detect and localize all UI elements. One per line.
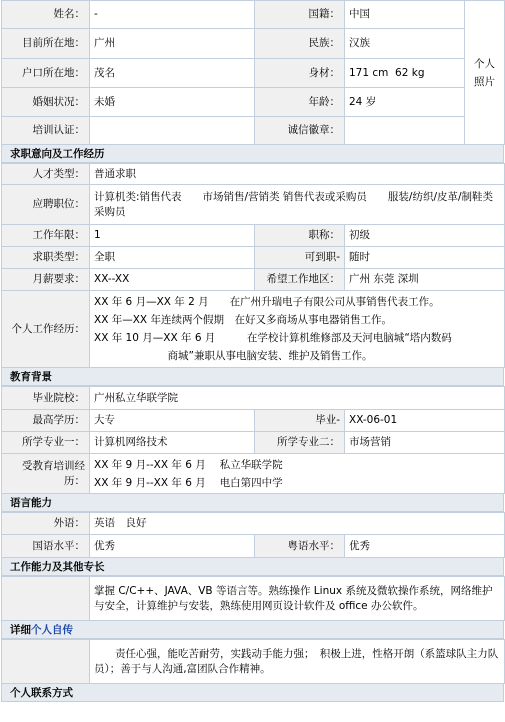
cantonese-value: 优秀 [345, 535, 505, 558]
salary-value: XX--XX [90, 269, 255, 291]
self-eval-table [1, 639, 505, 684]
major1-label: 所学专业一： [2, 432, 90, 454]
area-label: 希望工作地区： [255, 269, 345, 291]
marital-label: 婚姻状况： [2, 88, 90, 117]
credit-value [345, 117, 465, 145]
experience-line: XX 年—XX 年连续两个假期 在好又多商场从事电器销售工作。 [94, 314, 392, 326]
mandarin-value: 优秀 [90, 535, 255, 558]
major2-value: 市场营销 [345, 432, 505, 454]
experience-line: XX 年 10 月—XX 年 6 月 在学校计算机维修部及天河电脑城“塔内数码 [94, 332, 452, 344]
position-value: 计算机类:销售代表 市场销售/营销类 销售代表或采购员 服装/纺织/皮革/制鞋类 采购员 [90, 185, 505, 225]
self-eval-title-prefix: 详细 [10, 624, 31, 636]
foreign-value: 英语 良好 [90, 513, 505, 535]
title-label: 职称： [255, 225, 345, 247]
degree-label: 最高学历： [2, 410, 90, 432]
job-section-title: 求职意向及工作经历 [1, 145, 504, 163]
name-label: 姓名： [2, 1, 90, 29]
type-label: 求职类型： [2, 247, 90, 269]
experience-label: 个人工作经历： [2, 291, 90, 368]
talent-type-value: 普通求职 [90, 164, 505, 185]
ethnicity-value: 汉族 [345, 29, 465, 59]
education-table [1, 386, 505, 494]
cantonese-label: 粤语水平： [255, 535, 345, 558]
available-label: 可到职- [255, 247, 345, 269]
skills-table [1, 576, 505, 621]
history-value [90, 454, 505, 494]
basic-info-table [1, 0, 505, 145]
height-value: 171 cm 62 kg [345, 59, 465, 88]
title-value: 初级 [345, 225, 505, 247]
marital-value: 未婚 [90, 88, 255, 117]
mandarin-label: 国语水平： [2, 535, 90, 558]
contact-section-title: 个人联系方式 [1, 684, 504, 702]
self-eval-section-title [1, 621, 504, 639]
graduate-value: XX-06-01 [345, 410, 505, 432]
graduate-label: 毕业- [255, 410, 345, 432]
location-value: 广州 [90, 29, 255, 59]
years-label: 工作年限： [2, 225, 90, 247]
area-value: 广州 东莞 深圳 [345, 269, 505, 291]
nationality-value: 中国 [345, 1, 465, 29]
major2-label: 所学专业二： [255, 432, 345, 454]
photo-label: 个人照片 [474, 57, 495, 88]
self-eval-text: 责任心强，能吃苦耐劳，实践动手能力强； 积极上进，性格开朗（系篮球队主力队员）；善于与人沟通,富团队合作精神。 [90, 640, 505, 684]
height-label: 身材： [255, 59, 345, 88]
talent-type-label: 人才类型： [2, 164, 90, 185]
history-label: 受教育培训经历： [2, 454, 90, 494]
skills-text: 掌握 C/C++、JAVA、VB 等语言等。熟练操作 Linux 系统及微软操作系统，网络维护与安全，计算维护与安装，熟练使用网页设计软件及 office 办公软件。 [90, 577, 505, 621]
foreign-label: 外语： [2, 513, 90, 535]
training-value [90, 117, 255, 145]
credit-label: 诚信徽章： [255, 117, 345, 145]
training-label: 培训认证： [2, 117, 90, 145]
school-value: 广州私立华联学院 [90, 387, 505, 410]
photo-cell [465, 1, 505, 145]
nationality-label: 国籍： [255, 1, 345, 29]
salary-label: 月薪要求： [2, 269, 90, 291]
available-value: 随时 [345, 247, 505, 269]
history-line: XX 年 9 月--XX 年 6 月 私立华联学院 [94, 458, 283, 471]
experience-value [90, 291, 505, 368]
self-eval-title-accent: 个人自传 [31, 624, 73, 636]
location-label: 目前所在地： [2, 29, 90, 59]
skills-section-title: 工作能力及其他专长 [1, 558, 504, 576]
degree-value: 大专 [90, 410, 255, 432]
name-value: - [90, 1, 255, 29]
position-label: 应聘职位： [2, 185, 90, 225]
skills-spacer [2, 577, 90, 621]
school-label: 毕业院校： [2, 387, 90, 410]
language-table [1, 512, 505, 558]
language-section-title: 语言能力 [1, 494, 504, 512]
history-line: XX 年 9 月--XX 年 6 月 电白第四中学 [94, 476, 283, 489]
self-eval-spacer [2, 640, 90, 684]
education-section-title: 教育背景 [1, 368, 504, 386]
age-label: 年龄： [255, 88, 345, 117]
major1-value: 计算机网络技术 [90, 432, 255, 454]
experience-line: XX 年 6 月—XX 年 2 月 在广州升瑞电子有限公司从事销售代表工作。 [94, 296, 440, 308]
years-value: 1 [90, 225, 255, 247]
hukou-value: 茂名 [90, 59, 255, 88]
age-value: 24 岁 [345, 88, 465, 117]
hukou-label: 户口所在地： [2, 59, 90, 88]
job-table [1, 163, 505, 368]
experience-line: 商城”兼职从事电脑安装、维护及销售工作。 [94, 350, 373, 362]
type-value: 全职 [90, 247, 255, 269]
ethnicity-label: 民族： [255, 29, 345, 59]
